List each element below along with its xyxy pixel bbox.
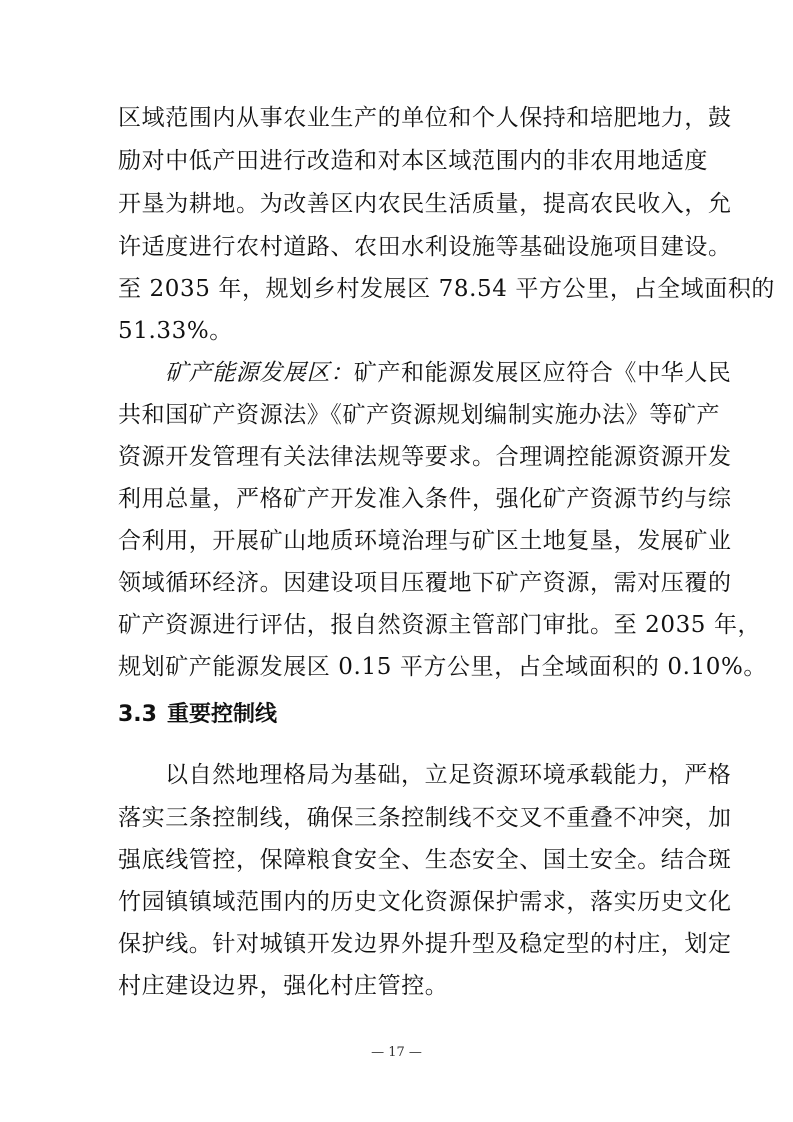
section-number: 3.3 (118, 702, 157, 727)
run-in-title: 矿产能源发展区： (165, 360, 354, 386)
text-line: 规划矿产能源发展区 0.15 平方公里，占全域面积的 0.10%。 (118, 654, 768, 680)
text-line: 保护线。针对城镇开发边界外提升型及稳定型的村庄，划定 (118, 931, 732, 957)
text-line: 区域范围内从事农业生产的单位和个人保持和培肥地力，鼓 (118, 105, 732, 131)
text-line: 许适度进行农村道路、农田水利设施等基础设施项目建设。 (118, 234, 732, 260)
text-line: 励对中低产田进行改造和对本区域范围内的非农用地适度 (118, 148, 708, 174)
text-line: 利用总量，严格矿产开发准入条件，强化矿产资源节约与综 (118, 486, 732, 512)
page-number: — 17 — (371, 1045, 422, 1060)
text-line: 共和国矿产资源法》《矿产资源规划编制实施办法》等矿产 (118, 402, 721, 428)
text-line: 强底线管控，保障粮食安全、生态安全、国土安全。结合斑 (118, 847, 732, 873)
text-line: 领域循环经济。因建设项目压覆地下矿产资源，需对压覆的 (118, 570, 732, 596)
text-line: 落实三条控制线，确保三条控制线不交叉不重叠不冲突，加 (118, 805, 732, 831)
text-line: 资源开发管理有关法律法规等要求。合理调控能源资源开发 (118, 444, 732, 470)
text-line: 村庄建设边界，强化村庄管控。 (118, 973, 449, 999)
text-line: 合利用，开展矿山地质环境治理与矿区土地复垦，发展矿业 (118, 528, 732, 554)
text-line: 以自然地理格局为基础，立足资源环境承载能力，严格 (165, 762, 732, 788)
text-line: 矿产资源进行评估，报自然资源主管部门审批。至 2035 年， (118, 612, 762, 638)
text-line (165, 358, 732, 388)
text-line: 至 2035 年，规划乡村发展区 78.54 平方公里，占全域面积的 (118, 276, 776, 302)
text-line: 竹园镇镇域范围内的历史文化资源保护需求，落实历史文化 (118, 889, 732, 915)
text-span: 矿产和能源发展区应符合《中华人民 (353, 360, 732, 386)
section-heading (118, 700, 277, 730)
text-line: 开垦为耕地。为改善区内农民生活质量，提高农民收入，允 (118, 191, 732, 217)
section-title: 重要控制线 (166, 702, 277, 727)
text-line: 51.33%。 (118, 318, 233, 344)
